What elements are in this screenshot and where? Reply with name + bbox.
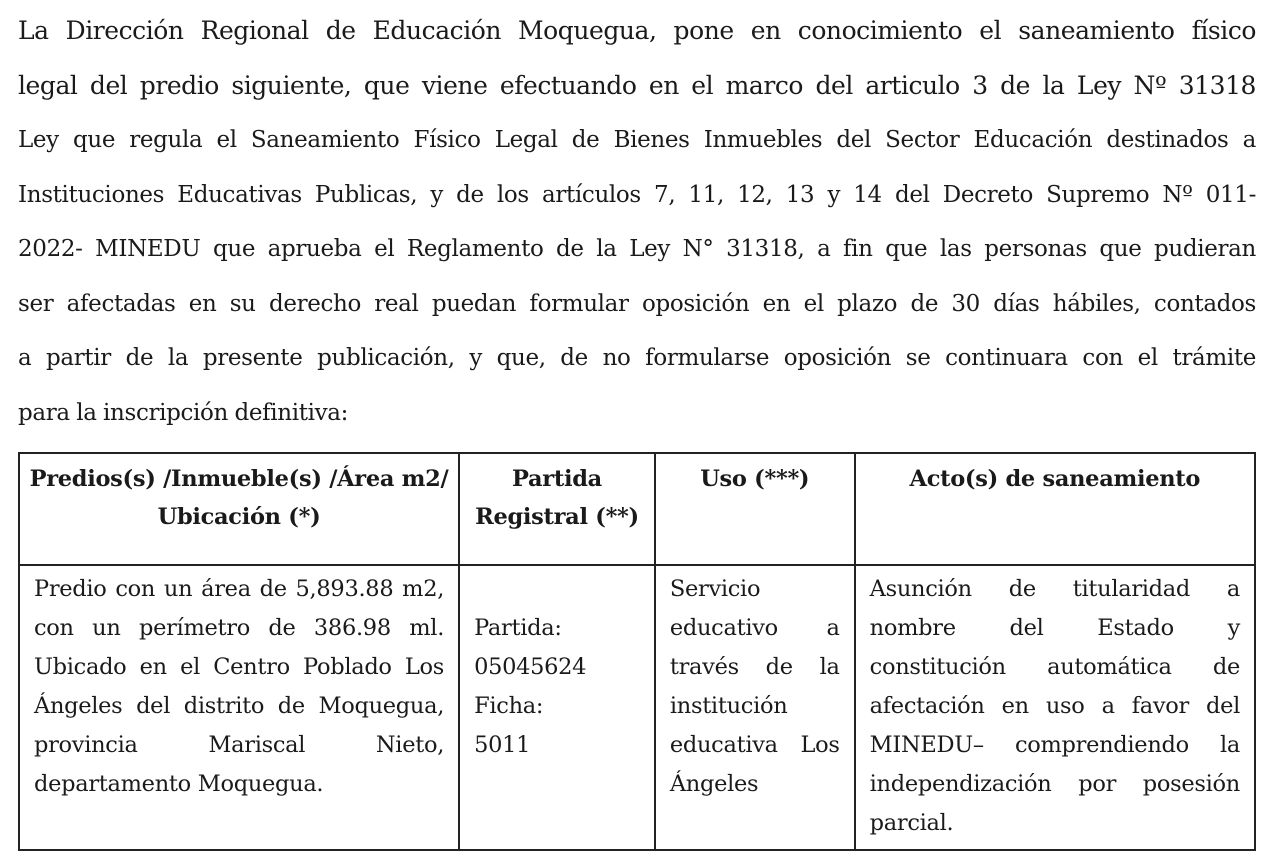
partida-line: 5011 — [474, 732, 531, 758]
intro-line: ser afectadas en su derecho real puedan formular oposición en el plazo de 30 días hábiles, contados — [18, 290, 1256, 317]
intro-line: Ley que regula el Saneamiento Físico Legal de Bienes Inmuebles del Sector Educación destinados a — [18, 127, 1256, 153]
header-acto: Acto(s) de saneamiento — [855, 453, 1255, 565]
intro-line: para la inscripción definitiva: — [18, 399, 349, 426]
header-uso: Uso (***) — [655, 453, 855, 565]
saneamiento-table — [18, 452, 1256, 851]
header-partida: Partida Registral (**) — [459, 453, 655, 565]
document-page — [18, 0, 1256, 440]
intro-line: La Dirección Regional de Educación Moquegua, pone en conocimiento el saneamiento físico — [18, 16, 1256, 45]
intro-line: a partir de la presente publicación, y que, de no formularse oposición se continuara con el trámite — [18, 345, 1256, 371]
uso-text: Servicio educativo a través de la institución educativa Los Ángeles — [669, 576, 840, 797]
predio-text: Predio con un área de 5,893.88 m2, con un perímetro de 386.98 ml. Ubicado en el Centro Poblado Los Ángeles del distrito de Moquegua, provincia Mariscal Nieto, departamento Moquegua. — [34, 576, 445, 797]
intro-paragraph — [18, 0, 1256, 440]
header-predio: Predios(s) /Inmueble(s) /Área m2/ Ubicación (*) — [19, 453, 459, 565]
partida-line: Partida: — [474, 615, 562, 641]
table-row — [19, 565, 1255, 850]
cell-acto — [855, 565, 1255, 850]
intro-line: legal del predio siguiente, que viene efectuando en el marco del articulo 3 de la Ley Nº 31318 — [18, 70, 1256, 100]
table-header-row — [19, 453, 1255, 565]
intro-line: Instituciones Educativas Publicas, y de los artículos 7, 11, 12, 13 y 14 del Decreto Supremo Nº 011- — [18, 181, 1256, 208]
acto-text: Asunción de titularidad a nombre del Estado y constitución automática de afectación en uso a favor del MINEDU– comprendiendo la independización por posesión parcial. — [869, 576, 1240, 836]
cell-partida — [459, 565, 655, 850]
intro-line: 2022- MINEDU que aprueba el Reglamento de la Ley N° 31318, a fin que las personas que pudieran — [18, 236, 1256, 262]
partida-line: 05045624 — [474, 654, 587, 680]
partida-line: Ficha: — [474, 693, 544, 719]
cell-uso — [655, 565, 855, 850]
cell-predio — [19, 565, 459, 850]
